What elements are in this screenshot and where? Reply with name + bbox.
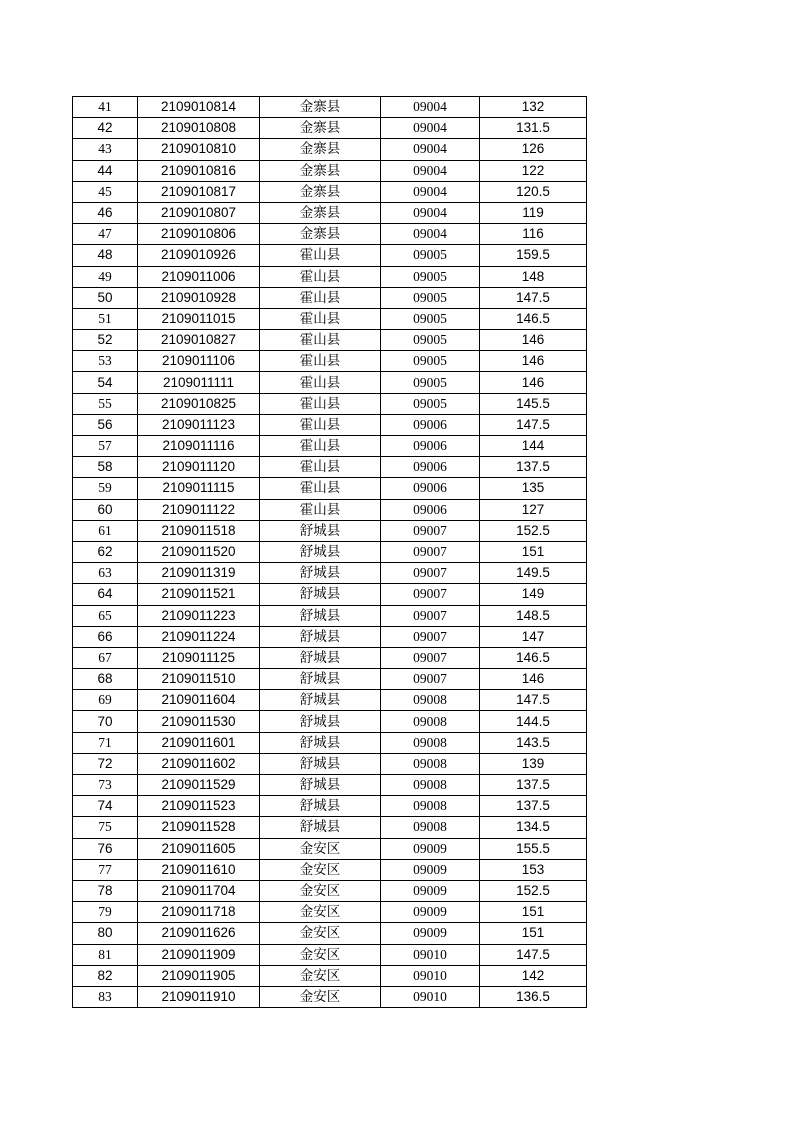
candidate-id-cell: 2109011905 <box>138 965 260 986</box>
county-cell: 霍山县 <box>260 499 381 520</box>
candidate-id-cell: 2109011909 <box>138 944 260 965</box>
candidate-id-cell: 2109010814 <box>138 97 260 118</box>
row-number-cell: 54 <box>73 372 138 393</box>
score-table-body <box>73 97 587 1008</box>
row-number-cell: 61 <box>73 520 138 541</box>
position-code-cell: 09004 <box>381 202 480 223</box>
row-number-cell: 64 <box>73 584 138 605</box>
score-cell: 148.5 <box>480 605 587 626</box>
table-row <box>73 584 587 605</box>
row-number-cell: 82 <box>73 965 138 986</box>
table-row <box>73 436 587 457</box>
candidate-id-cell: 2109011610 <box>138 859 260 880</box>
row-number-cell: 67 <box>73 647 138 668</box>
position-code-cell: 09009 <box>381 838 480 859</box>
row-number-cell: 55 <box>73 393 138 414</box>
candidate-id-cell: 2109011910 <box>138 986 260 1007</box>
county-cell: 霍山县 <box>260 393 381 414</box>
county-cell: 霍山县 <box>260 414 381 435</box>
position-code-cell: 09005 <box>381 351 480 372</box>
table-row <box>73 541 587 562</box>
table-row <box>73 139 587 160</box>
candidate-id-cell: 2109010817 <box>138 181 260 202</box>
position-code-cell: 09005 <box>381 330 480 351</box>
row-number-cell: 46 <box>73 202 138 223</box>
candidate-id-cell: 2109011510 <box>138 669 260 690</box>
table-row <box>73 563 587 584</box>
candidate-id-cell: 2109010827 <box>138 330 260 351</box>
table-row <box>73 859 587 880</box>
table-row <box>73 965 587 986</box>
row-number-cell: 48 <box>73 245 138 266</box>
table-row <box>73 732 587 753</box>
row-number-cell: 47 <box>73 224 138 245</box>
candidate-id-cell: 2109011626 <box>138 923 260 944</box>
position-code-cell: 09005 <box>381 308 480 329</box>
county-cell: 金寨县 <box>260 224 381 245</box>
position-code-cell: 09009 <box>381 902 480 923</box>
score-cell: 159.5 <box>480 245 587 266</box>
position-code-cell: 09007 <box>381 563 480 584</box>
row-number-cell: 44 <box>73 160 138 181</box>
position-code-cell: 09007 <box>381 520 480 541</box>
position-code-cell: 09005 <box>381 245 480 266</box>
candidate-id-cell: 2109011125 <box>138 647 260 668</box>
candidate-id-cell: 2109010806 <box>138 224 260 245</box>
county-cell: 金寨县 <box>260 139 381 160</box>
score-cell: 137.5 <box>480 796 587 817</box>
score-cell: 145.5 <box>480 393 587 414</box>
score-cell: 152.5 <box>480 520 587 541</box>
position-code-cell: 09007 <box>381 647 480 668</box>
score-cell: 134.5 <box>480 817 587 838</box>
county-cell: 金寨县 <box>260 202 381 223</box>
table-row <box>73 838 587 859</box>
table-row <box>73 647 587 668</box>
table-row <box>73 775 587 796</box>
county-cell: 金安区 <box>260 986 381 1007</box>
position-code-cell: 09008 <box>381 732 480 753</box>
table-row <box>73 711 587 732</box>
position-code-cell: 09006 <box>381 499 480 520</box>
row-number-cell: 58 <box>73 457 138 478</box>
score-cell: 147.5 <box>480 414 587 435</box>
score-cell: 146.5 <box>480 308 587 329</box>
county-cell: 霍山县 <box>260 351 381 372</box>
candidate-id-cell: 2109011224 <box>138 626 260 647</box>
row-number-cell: 72 <box>73 753 138 774</box>
row-number-cell: 77 <box>73 859 138 880</box>
row-number-cell: 81 <box>73 944 138 965</box>
score-cell: 147.5 <box>480 287 587 308</box>
candidate-id-cell: 2109011528 <box>138 817 260 838</box>
score-cell: 120.5 <box>480 181 587 202</box>
position-code-cell: 09004 <box>381 224 480 245</box>
score-cell: 146.5 <box>480 647 587 668</box>
score-cell: 127 <box>480 499 587 520</box>
score-cell: 135 <box>480 478 587 499</box>
score-cell: 147.5 <box>480 944 587 965</box>
score-table <box>72 96 587 1008</box>
county-cell: 金安区 <box>260 859 381 880</box>
candidate-id-cell: 2109010808 <box>138 118 260 139</box>
county-cell: 舒城县 <box>260 541 381 562</box>
county-cell: 金安区 <box>260 944 381 965</box>
score-cell: 152.5 <box>480 880 587 901</box>
candidate-id-cell: 2109011223 <box>138 605 260 626</box>
candidate-id-cell: 2109011521 <box>138 584 260 605</box>
position-code-cell: 09004 <box>381 118 480 139</box>
position-code-cell: 09004 <box>381 97 480 118</box>
table-row <box>73 902 587 923</box>
score-cell: 132 <box>480 97 587 118</box>
table-row <box>73 478 587 499</box>
score-cell: 149 <box>480 584 587 605</box>
position-code-cell: 09006 <box>381 436 480 457</box>
county-cell: 金寨县 <box>260 181 381 202</box>
score-cell: 151 <box>480 923 587 944</box>
county-cell: 金安区 <box>260 880 381 901</box>
candidate-id-cell: 2109011523 <box>138 796 260 817</box>
row-number-cell: 79 <box>73 902 138 923</box>
table-row <box>73 414 587 435</box>
county-cell: 舒城县 <box>260 732 381 753</box>
county-cell: 霍山县 <box>260 266 381 287</box>
position-code-cell: 09007 <box>381 605 480 626</box>
candidate-id-cell: 2109011602 <box>138 753 260 774</box>
table-row <box>73 520 587 541</box>
candidate-id-cell: 2109010807 <box>138 202 260 223</box>
table-row <box>73 986 587 1007</box>
row-number-cell: 80 <box>73 923 138 944</box>
table-row <box>73 266 587 287</box>
candidate-id-cell: 2109011111 <box>138 372 260 393</box>
table-row <box>73 499 587 520</box>
row-number-cell: 62 <box>73 541 138 562</box>
row-number-cell: 56 <box>73 414 138 435</box>
county-cell: 霍山县 <box>260 245 381 266</box>
position-code-cell: 09006 <box>381 478 480 499</box>
candidate-id-cell: 2109011122 <box>138 499 260 520</box>
table-row <box>73 605 587 626</box>
score-cell: 146 <box>480 351 587 372</box>
position-code-cell: 09010 <box>381 986 480 1007</box>
score-cell: 144 <box>480 436 587 457</box>
table-row <box>73 372 587 393</box>
table-row <box>73 796 587 817</box>
county-cell: 金寨县 <box>260 118 381 139</box>
candidate-id-cell: 2109010928 <box>138 287 260 308</box>
position-code-cell: 09007 <box>381 669 480 690</box>
county-cell: 霍山县 <box>260 372 381 393</box>
county-cell: 舒城县 <box>260 796 381 817</box>
table-row <box>73 287 587 308</box>
candidate-id-cell: 2109011530 <box>138 711 260 732</box>
candidate-id-cell: 2109011106 <box>138 351 260 372</box>
row-number-cell: 66 <box>73 626 138 647</box>
position-code-cell: 09005 <box>381 372 480 393</box>
row-number-cell: 69 <box>73 690 138 711</box>
candidate-id-cell: 2109011116 <box>138 436 260 457</box>
position-code-cell: 09008 <box>381 775 480 796</box>
table-row <box>73 923 587 944</box>
candidate-id-cell: 2109011529 <box>138 775 260 796</box>
score-cell: 137.5 <box>480 775 587 796</box>
score-cell: 151 <box>480 902 587 923</box>
candidate-id-cell: 2109011601 <box>138 732 260 753</box>
position-code-cell: 09007 <box>381 541 480 562</box>
position-code-cell: 09005 <box>381 287 480 308</box>
row-number-cell: 41 <box>73 97 138 118</box>
county-cell: 舒城县 <box>260 690 381 711</box>
table-row <box>73 753 587 774</box>
county-cell: 舒城县 <box>260 753 381 774</box>
row-number-cell: 45 <box>73 181 138 202</box>
row-number-cell: 60 <box>73 499 138 520</box>
candidate-id-cell: 2109010810 <box>138 139 260 160</box>
score-cell: 144.5 <box>480 711 587 732</box>
candidate-id-cell: 2109010926 <box>138 245 260 266</box>
county-cell: 霍山县 <box>260 478 381 499</box>
county-cell: 金安区 <box>260 965 381 986</box>
table-row <box>73 224 587 245</box>
row-number-cell: 50 <box>73 287 138 308</box>
candidate-id-cell: 2109011520 <box>138 541 260 562</box>
row-number-cell: 78 <box>73 880 138 901</box>
county-cell: 金寨县 <box>260 160 381 181</box>
score-cell: 119 <box>480 202 587 223</box>
score-cell: 136.5 <box>480 986 587 1007</box>
score-cell: 131.5 <box>480 118 587 139</box>
county-cell: 舒城县 <box>260 563 381 584</box>
score-cell: 155.5 <box>480 838 587 859</box>
county-cell: 舒城县 <box>260 711 381 732</box>
position-code-cell: 09009 <box>381 880 480 901</box>
candidate-id-cell: 2109010825 <box>138 393 260 414</box>
table-row <box>73 690 587 711</box>
county-cell: 舒城县 <box>260 775 381 796</box>
county-cell: 霍山县 <box>260 436 381 457</box>
table-row <box>73 245 587 266</box>
row-number-cell: 43 <box>73 139 138 160</box>
county-cell: 金安区 <box>260 902 381 923</box>
score-cell: 146 <box>480 330 587 351</box>
row-number-cell: 65 <box>73 605 138 626</box>
position-code-cell: 09009 <box>381 923 480 944</box>
table-row <box>73 330 587 351</box>
position-code-cell: 09006 <box>381 457 480 478</box>
county-cell: 舒城县 <box>260 626 381 647</box>
score-cell: 151 <box>480 541 587 562</box>
row-number-cell: 70 <box>73 711 138 732</box>
table-row <box>73 880 587 901</box>
county-cell: 金安区 <box>260 923 381 944</box>
score-cell: 143.5 <box>480 732 587 753</box>
candidate-id-cell: 2109011123 <box>138 414 260 435</box>
row-number-cell: 75 <box>73 817 138 838</box>
score-cell: 122 <box>480 160 587 181</box>
table-row <box>73 351 587 372</box>
row-number-cell: 59 <box>73 478 138 499</box>
position-code-cell: 09010 <box>381 944 480 965</box>
score-cell: 139 <box>480 753 587 774</box>
score-cell: 153 <box>480 859 587 880</box>
row-number-cell: 74 <box>73 796 138 817</box>
score-cell: 142 <box>480 965 587 986</box>
table-row <box>73 457 587 478</box>
row-number-cell: 53 <box>73 351 138 372</box>
candidate-id-cell: 2109011120 <box>138 457 260 478</box>
candidate-id-cell: 2109011604 <box>138 690 260 711</box>
table-row <box>73 160 587 181</box>
position-code-cell: 09010 <box>381 965 480 986</box>
row-number-cell: 76 <box>73 838 138 859</box>
score-cell: 146 <box>480 372 587 393</box>
table-row <box>73 817 587 838</box>
county-cell: 金安区 <box>260 838 381 859</box>
table-row <box>73 97 587 118</box>
candidate-id-cell: 2109011518 <box>138 520 260 541</box>
county-cell: 金寨县 <box>260 97 381 118</box>
position-code-cell: 09008 <box>381 753 480 774</box>
county-cell: 舒城县 <box>260 817 381 838</box>
position-code-cell: 09004 <box>381 160 480 181</box>
candidate-id-cell: 2109011006 <box>138 266 260 287</box>
position-code-cell: 09008 <box>381 817 480 838</box>
row-number-cell: 83 <box>73 986 138 1007</box>
county-cell: 舒城县 <box>260 669 381 690</box>
candidate-id-cell: 2109011718 <box>138 902 260 923</box>
candidate-id-cell: 2109011319 <box>138 563 260 584</box>
row-number-cell: 73 <box>73 775 138 796</box>
county-cell: 舒城县 <box>260 520 381 541</box>
score-cell: 137.5 <box>480 457 587 478</box>
position-code-cell: 09008 <box>381 690 480 711</box>
row-number-cell: 71 <box>73 732 138 753</box>
position-code-cell: 09008 <box>381 711 480 732</box>
candidate-id-cell: 2109011115 <box>138 478 260 499</box>
row-number-cell: 49 <box>73 266 138 287</box>
position-code-cell: 09009 <box>381 859 480 880</box>
table-row <box>73 393 587 414</box>
candidate-id-cell: 2109011605 <box>138 838 260 859</box>
position-code-cell: 09005 <box>381 266 480 287</box>
table-row <box>73 669 587 690</box>
score-cell: 147 <box>480 626 587 647</box>
county-cell: 霍山县 <box>260 330 381 351</box>
candidate-id-cell: 2109011015 <box>138 308 260 329</box>
score-cell: 147.5 <box>480 690 587 711</box>
county-cell: 舒城县 <box>260 647 381 668</box>
row-number-cell: 52 <box>73 330 138 351</box>
position-code-cell: 09006 <box>381 414 480 435</box>
table-row <box>73 626 587 647</box>
row-number-cell: 57 <box>73 436 138 457</box>
score-cell: 146 <box>480 669 587 690</box>
row-number-cell: 42 <box>73 118 138 139</box>
table-row <box>73 202 587 223</box>
position-code-cell: 09004 <box>381 181 480 202</box>
row-number-cell: 51 <box>73 308 138 329</box>
county-cell: 霍山县 <box>260 457 381 478</box>
table-row <box>73 118 587 139</box>
county-cell: 舒城县 <box>260 605 381 626</box>
score-cell: 149.5 <box>480 563 587 584</box>
table-row <box>73 944 587 965</box>
table-row <box>73 308 587 329</box>
county-cell: 霍山县 <box>260 287 381 308</box>
position-code-cell: 09007 <box>381 584 480 605</box>
position-code-cell: 09008 <box>381 796 480 817</box>
score-cell: 148 <box>480 266 587 287</box>
position-code-cell: 09007 <box>381 626 480 647</box>
score-cell: 126 <box>480 139 587 160</box>
row-number-cell: 68 <box>73 669 138 690</box>
county-cell: 舒城县 <box>260 584 381 605</box>
county-cell: 霍山县 <box>260 308 381 329</box>
candidate-id-cell: 2109011704 <box>138 880 260 901</box>
table-row <box>73 181 587 202</box>
row-number-cell: 63 <box>73 563 138 584</box>
candidate-id-cell: 2109010816 <box>138 160 260 181</box>
position-code-cell: 09004 <box>381 139 480 160</box>
position-code-cell: 09005 <box>381 393 480 414</box>
score-cell: 116 <box>480 224 587 245</box>
